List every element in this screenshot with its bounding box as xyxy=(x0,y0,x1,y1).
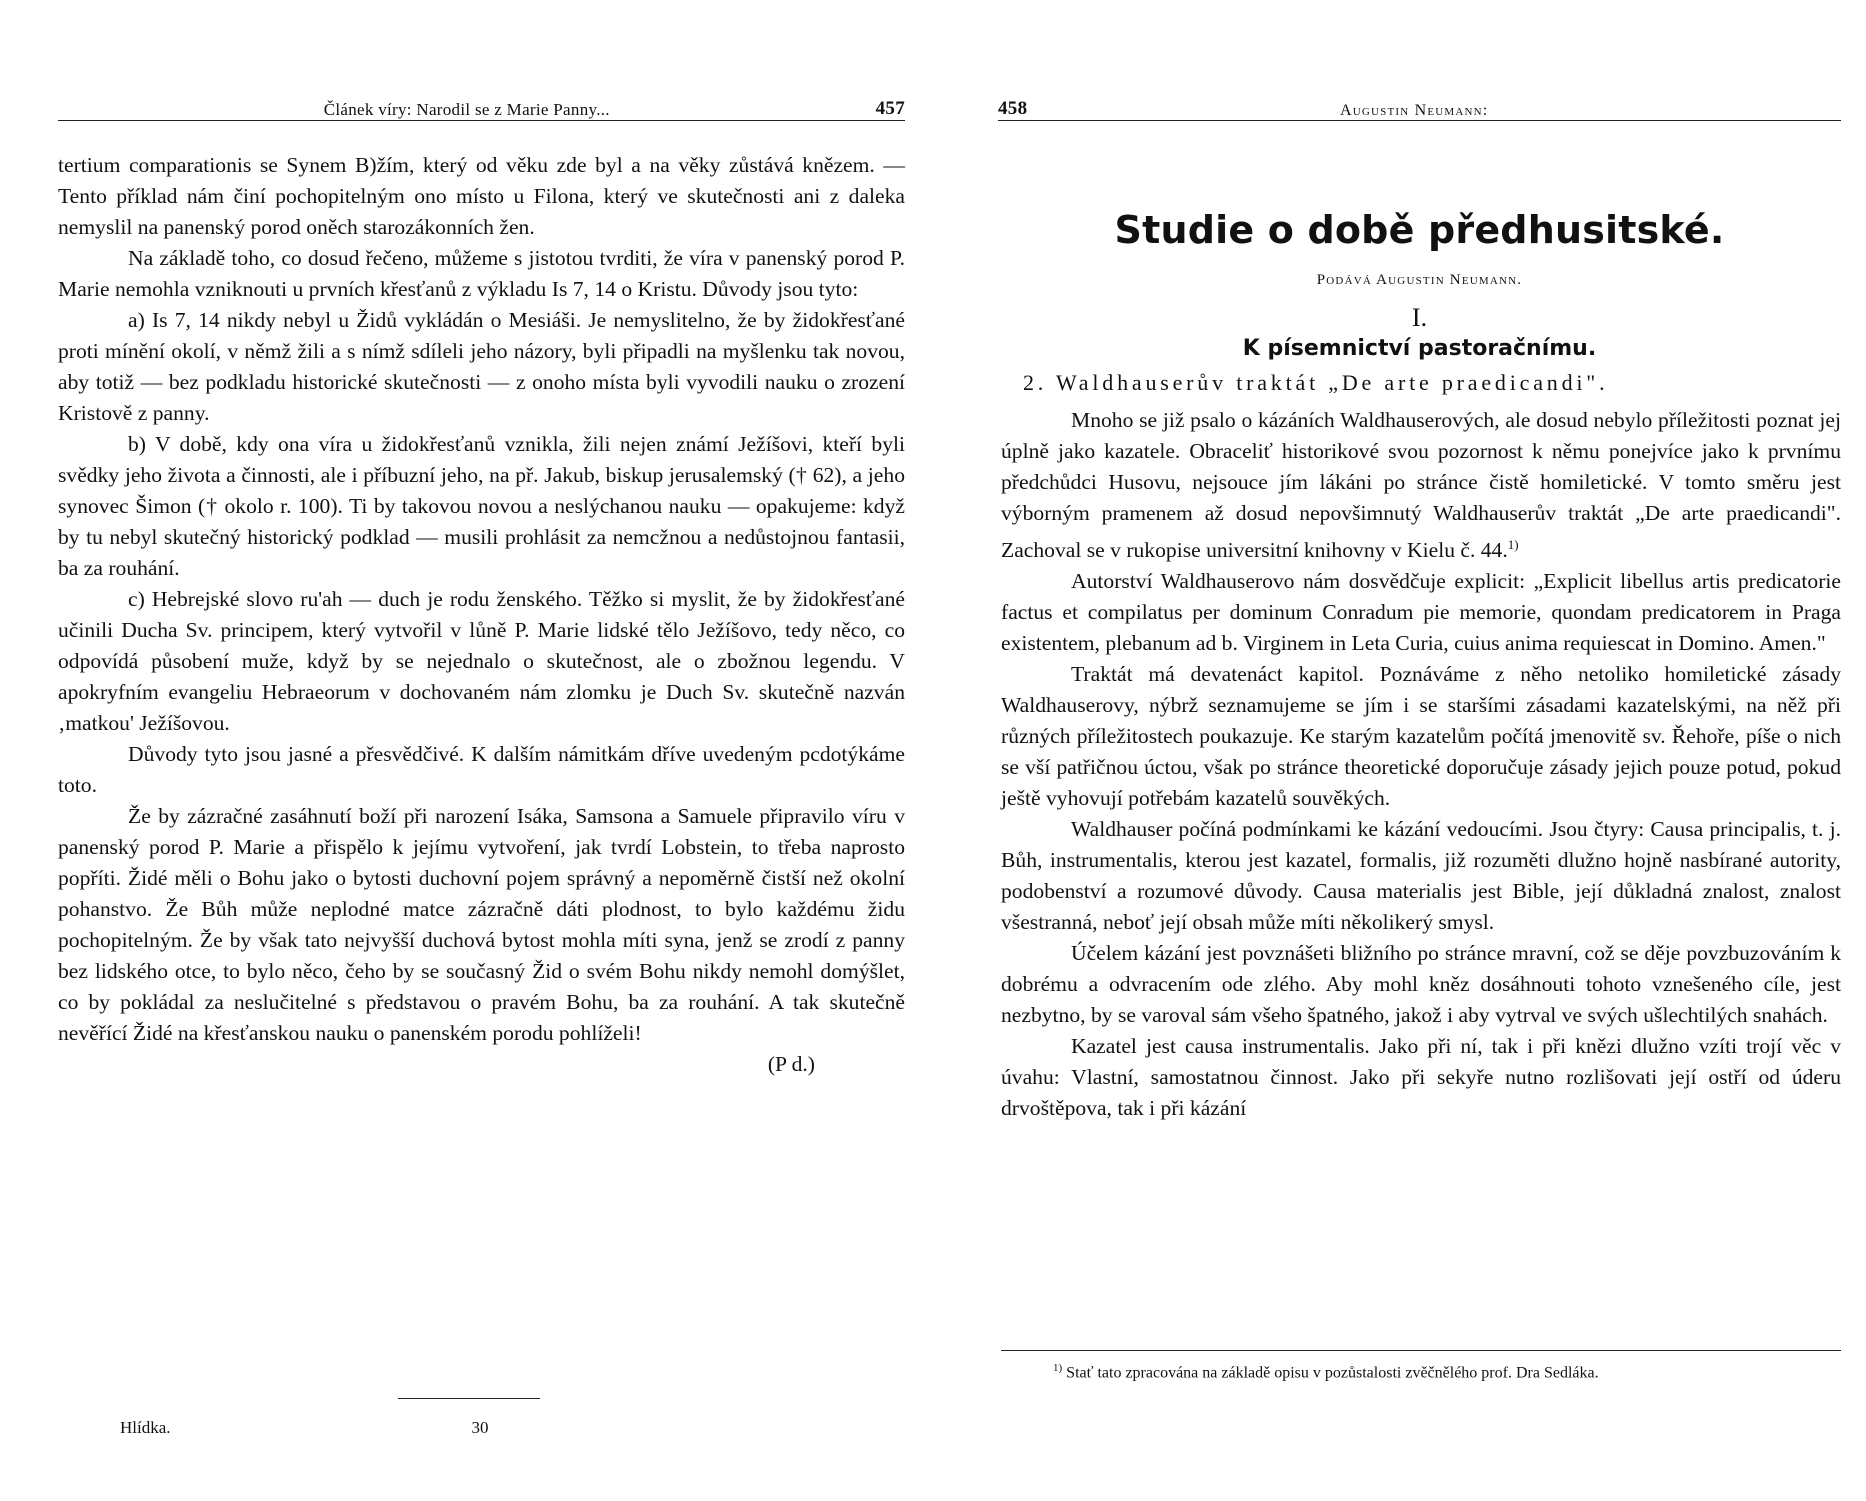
article-byline: Podává Augustin Neumann. xyxy=(1316,272,1523,288)
bottom-rule xyxy=(398,1398,540,1399)
article-subtitle: K písemnictví pastoračnímu. xyxy=(1242,336,1597,361)
left-page-number: 457 xyxy=(875,98,905,119)
part-number: I. xyxy=(1411,303,1428,332)
footnote-ref: 1) xyxy=(1507,537,1519,552)
paragraph: b) V době, kdy ona víra u židokřesťanů vznikla, žili nejen známí Ježíšovi, kteří byli svědky jeho života a činnosti, ale i příbuzní jeho, na př. Jakub, biskup jerusalemský († 62), a jeho synovec Šimon († okolo r. 100). Ti by takovou novou a neslýchanou nauku — opakujeme: když by tu nebyl skutečný historický podklad — musili prohlásit za nemcžnou a nedůstojnou fantasii, ba za rouhání. xyxy=(58,432,905,580)
footnote xyxy=(1001,1355,1841,1386)
paragraph: tertium comparationis se Synem B)žím, který od věku zde byl a na věky zůstává knězem. — Tento příklad nám činí pochopitelným ono místo u Filona, který ve skutečnosti ani z daleka nemyslil na panenský porod oněch starozákonních žen. xyxy=(58,153,905,239)
right-running-author: Augustin Neumann: xyxy=(1339,102,1489,119)
paragraph: Kazatel jest causa instrumentalis. Jako při ní, tak i při knězi dlužno vzíti trojí věc v úvahu: Vlastní, samostatnou činnost. Jako při sekyře nutno rozlišovati její ostří od úderu drvoštěpova, tak i při kázání xyxy=(1001,1034,1841,1121)
right-page-number: 458 xyxy=(998,98,1028,119)
paragraph: c) Hebrejské slovo ru'ah — duch je rodu ženského. Těžko si myslit, že by židokřesťané učinili Ducha Sv. principem, který vytvořil v lůně P. Marie lidské tělo Ježíšovo, tedy něco, co odpovídá působení muže, když by se nejednalo o skutečnost, ale o zbožnou legendu. V apokryfním evangeliu Hebraeorum v dochovaném nám zlomku je Duch Sv. skutečně nazván ‚matkou' Ježíšovou. xyxy=(58,587,905,735)
signoff-line xyxy=(58,1049,905,1080)
left-body-text xyxy=(58,150,905,1080)
paragraph xyxy=(1001,405,1841,566)
right-body-text xyxy=(1001,405,1841,1124)
footnote-rule xyxy=(1001,1350,1841,1351)
left-running-title: Článek víry: Narodil se z Marie Panny... xyxy=(323,100,610,119)
footnote-mark: 1) xyxy=(1053,1362,1063,1374)
paragraph: Autorství Waldhauserovo nám dosvědčuje explicit: „Explicit libellus artis predicatorie factus et compilatus per dominum Conradum pie memorie, quondam predicatorem in Praga existentem, plebanum ad b. Virginem in Leta Curia, cuius anima requiescat in Domino. Amen." xyxy=(1001,569,1841,656)
paragraph: Že by zázračné zasáhnutí boží při narození Isáka, Samsona a Samuele připravilo víru v panenský porod P. Marie a přispělo k jejímu vytvoření, jak tvrdí Lobstein, to třeba naprosto popříti. Židé měli o Bohu jako o bytosti duchovní pojem správný a nepoměrně čistší než okolní pohanstvo. Že Bůh může neplodné matce zázračně dáti plodnost, to bylo každému židu pochopitelným. Že by však tato nejvyšší duchová bytost mohla míti syna, jenž se zrodí z panny bez lidského otce, to bylo něco, čeho by se současný Žid o svém Bohu nikdy nemohl domýšlet, co by pokládal za neslučitelné s představou o pravém Bohu, ba za rouhání. A tak skutečně nevěřící Židé na křesťanskou nauku o panenském porodu pohlíželi! xyxy=(58,804,905,1045)
paragraph: Na základě toho, co dosud řečeno, můžeme s jistotou tvrditi, že víra v panenský porod P. Marie nemohla vzniknouti u prvních křesťanů z výkladu Is 7, 14 o Kristu. Důvody jsou tyto: xyxy=(58,246,905,301)
paragraph: Waldhauser počíná podmínkami ke kázání vedoucími. Jsou čtyry: Causa principalis, t. j. Bůh, instrumentalis, kterou jest kazatel, formalis, již rozuměti dlužno hojně nasbírané autority, podobenství a rozumové důvody. Causa materialis jest Bible, její důkladná znalost, znalost všestranná, neboť její obsah může míti několikerý smysl. xyxy=(1001,817,1841,935)
signature-journal: Hlídka. xyxy=(120,1418,171,1437)
right-page xyxy=(933,0,1866,1501)
paragraph: Traktát má devatenáct kapitol. Poznáváme z něho netoliko homiletické zásady Waldhauserovy, nýbrž seznamujeme se jím i se staršími zásadami kazatelskými, na něž při různých příležitostech poukazuje. Ke starým kazatelům počítá jmenovitě sv. Řehoře, píše o nich se vší patřičnou úctou, však po stránce theoretické doporučuje zásady jejich pouze potud, pokud ještě vyhovují potřebám kazatelů souvěkých. xyxy=(1001,662,1841,811)
left-running-head xyxy=(58,92,905,121)
footnote-text: Stať tato zpracována na základě opisu v pozůstalosti zvěčnělého prof. Dra Sedláka. xyxy=(1066,1364,1599,1382)
signature-number: 30 xyxy=(471,1418,489,1437)
paragraph: Účelem kázání jest povznášeti bližního po stránce mravní, což se děje povzbuzováním k dobrému a odvracením ode zlého. Aby mohl kněz dosáhnouti tohoto vznešeného cíle, jest nezbytno, by se varoval sám všeho špatného, jakož i aby vytrval ve svých ušlechtilých snahách. xyxy=(1001,941,1841,1028)
right-running-head xyxy=(998,92,1841,121)
paragraph: a) Is 7, 14 nikdy nebyl u Židů vykládán o Mesiáši. Je nemyslitelno, že by židokřesťané proti mínění okolí, v němž žili a s nímž sdíleli jeho názory, byli připadli na myšlenku tak novou, aby totiž — bez podkladu historické skutečnosti — z onoho místa byli vyvodili nauku o zrození Kristově z panny. xyxy=(58,308,905,425)
paragraph-text: Mnoho se již psalo o kázáních Waldhauserových, ale dosud nebylo příležitosti poznat jej úplně jako kazatele. Obraceliť historikové svou pozornost k němu ponejvíce jako k prvnímu předchůdci Husovu, nejsouce jím lákáni po stránce čistě homiletické. V tomto směru jest výborným pramenem až dosud nepovšimnutý Waldhauserův traktát „De arte praedicandi". Zachoval se v rukopise universitní knihovny v Kielu č. 44. xyxy=(1001,408,1841,563)
paragraph: Důvody tyto jsou jasné a přesvědčivé. K dalším námitkám dříve uvedeným pcdotýkáme toto. xyxy=(58,742,905,797)
article-title: Studie o době předhusitské. xyxy=(1114,208,1725,252)
to-be-continued: (P d.) xyxy=(767,1052,815,1076)
section-heading: 2. Waldhauserův traktát „De arte praedicandi". xyxy=(1023,370,1609,395)
